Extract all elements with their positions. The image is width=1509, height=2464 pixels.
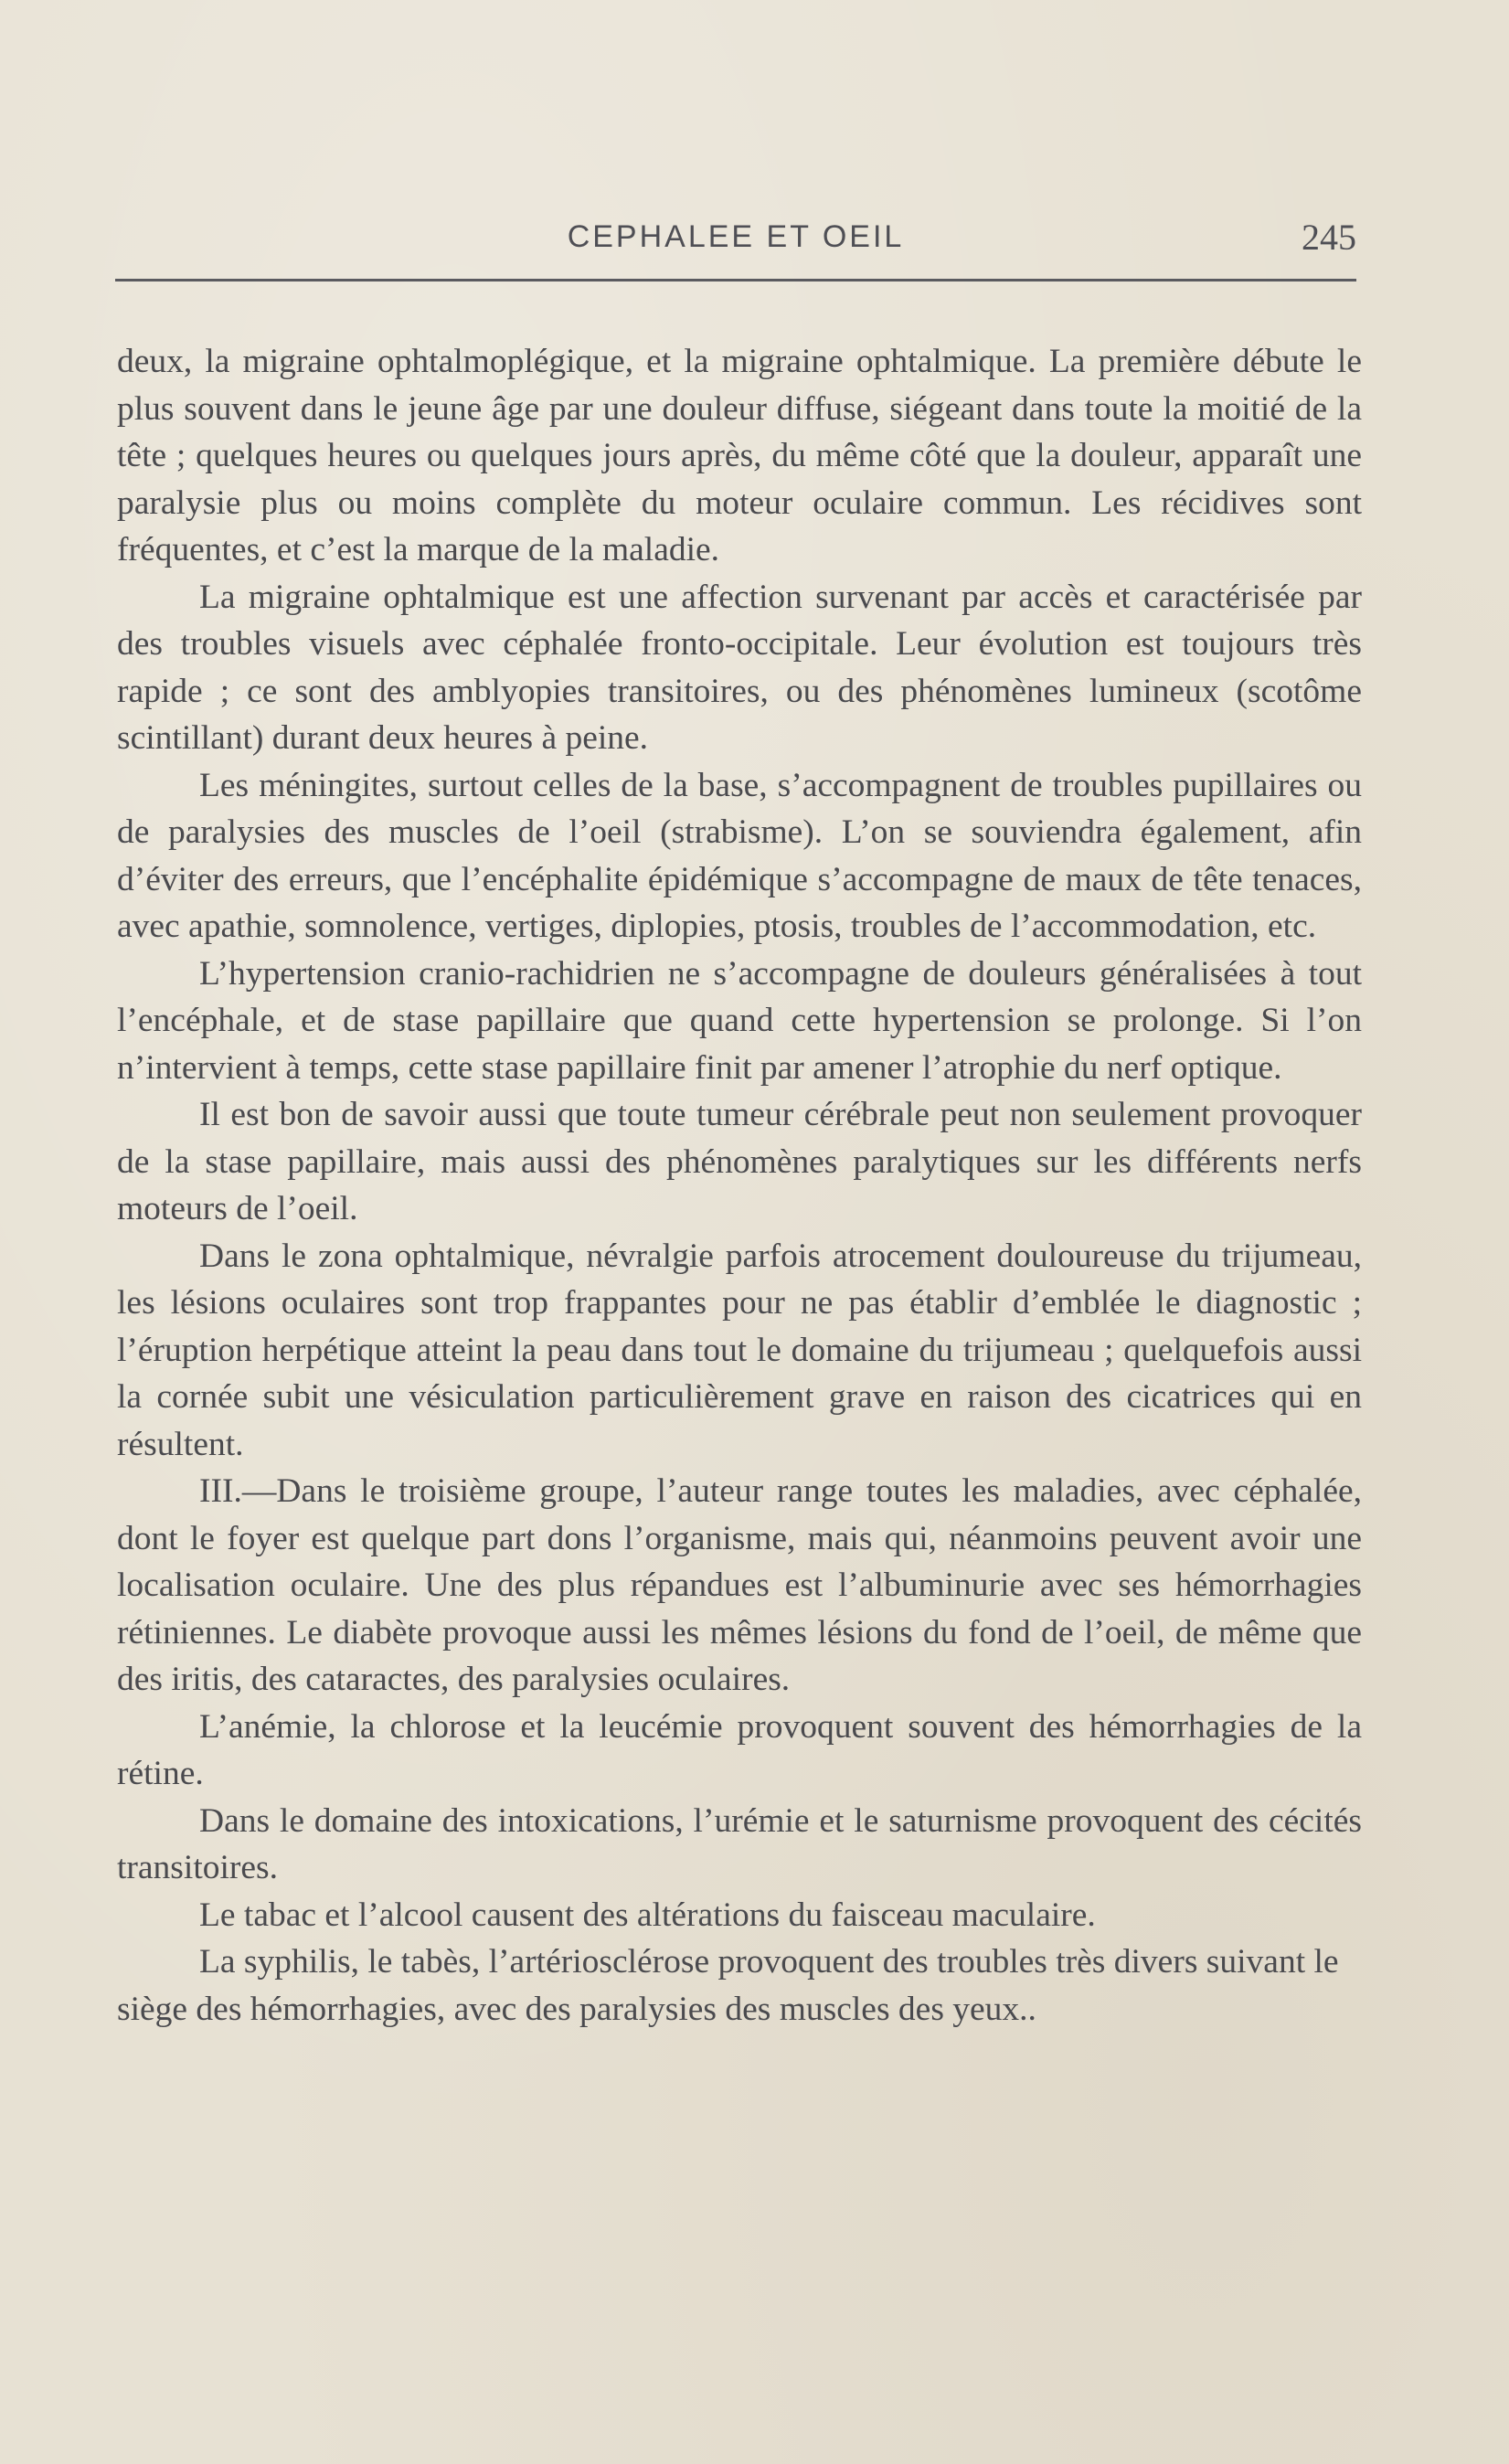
paragraph: Dans le domaine des intoxications, l’urémie et le saturnisme provoquent des cécités transitoires. (117, 1801, 1362, 1886)
paragraph: L’anémie, la chlorose et la leucémie provoquent souvent des hémorrhagies de la rétine. (117, 1707, 1362, 1792)
running-title: CEPHALEE ET OEIL (567, 219, 905, 254)
paragraph: La syphilis, le tabès, l’artériosclérose provoquent des troubles très divers suivant le siège des hémorrhagies, avec des paralysies des muscles des yeux.. (117, 1943, 1339, 2028)
paragraph: La migraine ophtalmique est une affection survenant par accès et caractérisée par des troubles visuels avec céphalée fronto-occipitale. Leur évolution est toujours très rapide ; ce sont des amblyopies transitoires, ou des phénomènes lumineux (scotôme scintillant) durant deux heures à peine. (117, 578, 1362, 757)
paragraph: Les méningites, surtout celles de la base, s’accompagnent de troubles pupillaires ou de paralysies des muscles de l’oeil (strabisme). L’on se souviendra également, afin d’éviter des erreurs, que l’encéphalite épidémique s’accompagne de maux de tête tenaces, avec apathie, somnolence, vertiges, diplopies, ptosis, troubles de l’accommodation, etc. (117, 766, 1362, 945)
paragraph: deux, la migraine ophtalmoplégique, et la migraine ophtalmique. La première débute le plus souvent dans le jeune âge par une douleur diffuse, siégeant dans toute la moitié de la tête ; quelques heures ou quelques jours après, du même côté que la douleur, apparaît une paralysie plus ou moins complète du moteur oculaire commun. Les récidives sont fréquentes, et c’est la marque de la maladie. (117, 343, 1362, 568)
paragraph: Il est bon de savoir aussi que toute tumeur cérébrale peut non seulement provoquer de la stase papillaire, mais aussi des phénomènes paralytiques sur les différents nerfs moteurs de l’oeil. (117, 1096, 1362, 1227)
paragraph: Dans le zona ophtalmique, névralgie parfois atrocement douloureuse du trijumeau, les lésions oculaires sont trop frappantes pour ne pas établir d’emblée le diagnostic ; l’éruption herpétique atteint la peau dans tout le domaine du trijumeau ; quelquefois aussi la cornée subit une vésiculation particulièrement grave en raison des cicatrices qui en résultent. (117, 1237, 1362, 1463)
body-text (117, 338, 1362, 2033)
paragraph: Le tabac et l’alcool causent des altérations du faisceau maculaire. (199, 1896, 1096, 1934)
header-rule (115, 279, 1356, 281)
page-number: 245 (1302, 217, 1356, 258)
page-header (115, 212, 1356, 267)
paragraph: L’hypertension cranio-rachidrien ne s’accompagne de douleurs généralisées à tout l’encéphale, et de stase papillaire que quand cette hypertension se prolonge. Si l’on n’intervient à temps, cette stase papillaire finit par amener l’atrophie du nerf optique. (117, 954, 1362, 1087)
paragraph: III.—Dans le troisième groupe, l’auteur range toutes les maladies, avec céphalée, dont le foyer est quelque part dons l’organisme, mais qui, néanmoins peuvent avoir une localisation oculaire. Une des plus répandues est l’albuminurie avec ses hémorrhagies rétiniennes. Le diabète provoque aussi les mêmes lésions du fond de l’oeil, de même que des iritis, des cataractes, des paralysies oculaires. (117, 1472, 1362, 1698)
